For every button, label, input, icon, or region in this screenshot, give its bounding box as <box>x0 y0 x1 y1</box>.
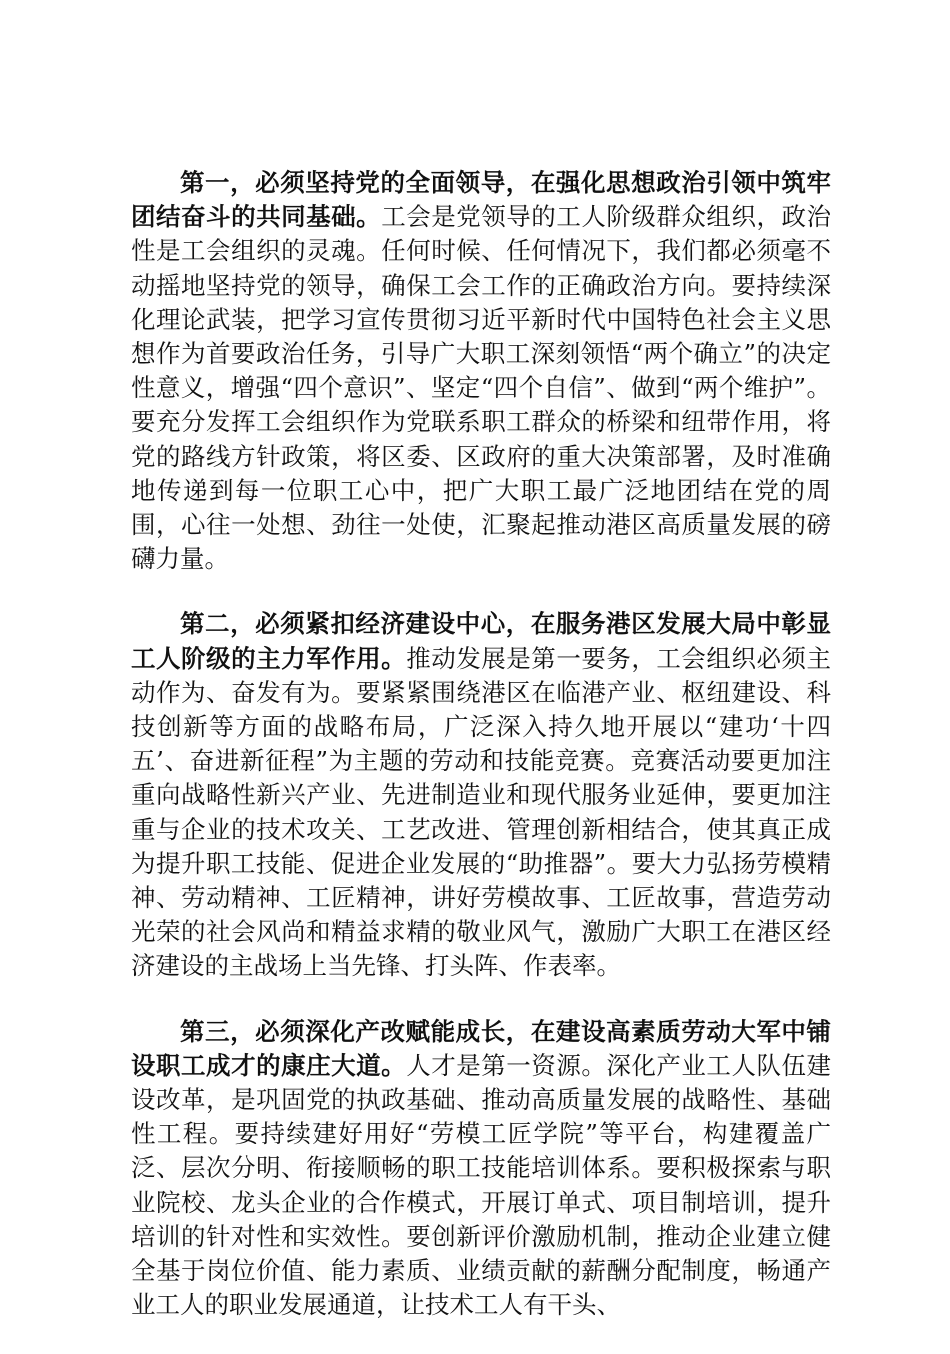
paragraph-1-lead: 第一，必须坚持党的全面领导，在强化思想政治引领中筑牢团结奋斗的共同基础。 <box>131 168 831 232</box>
paragraph-1-body: 工会是党领导的工人阶级群众组织，政治性是工会组织的灵魂。任何时候、任何情况下，我们都必须毫不动摇地坚持党的领导，确保工会工作的正确政治方向。要持续深化理论武装，把学习宣传贯彻习近平新时代中国特色社会主义思想作为首要政治任务，引导广大职工深刻领悟“两个确立”的决定性意义，增强“四个意识”、坚定“四个自信”、做到“两个维护”。要充分发挥工会组织作为党联系职工群众的桥梁和纽带作用，将党的路线方针政策，将区委、区政府的重大决策部署，及时准确地传递到每一位职工心中，把广大职工最广泛地团结在党的周围，心往一处想、劲往一处使，汇聚起推动港区高质量发展的磅礴力量。 <box>131 202 832 574</box>
paragraph-2-lead: 第二，必须紧扣经济建设中心，在服务港区发展大局中彰显工人阶级的主力军作用。 <box>131 609 831 673</box>
paragraph-3-body: 人才是第一资源。深化产业工人队伍建设改革，是巩固党的执政基础、推动高质量发展的战略性、基础性工程。要持续建好用好“劳模工匠学院”等平台，构建覆盖广泛、层次分明、衔接顺畅的职工技能培训体系。要积极探索与职业院校、龙头企业的合作模式，开展订单式、项目制培训，提升培训的针对性和实效性。要创新评价激励机制，推动企业建立健全基于岗位价值、能力素质、业绩贡献的薪酬分配制度，畅通产业工人的职业发展通道，让技术工人有干头、 <box>131 1050 831 1320</box>
paragraph-3-lead: 第三，必须深化产改赋能成长，在建设高素质劳动大军中铺设职工成才的康庄大道。 <box>131 1016 831 1080</box>
paragraph-2-body: 推动发展是第一要务，工会组织必须主动作为、奋发有为。要紧紧围绕港区在临港产业、枢纽建设、科技创新等方面的战略布局，广泛深入持久地开展以“建功‘十四五’、奋进新征程”为主题的劳动和技能竞赛。竞赛活动要更加注重向战略性新兴产业、先进制造业和现代服务业延伸，要更加注重与企业的技术攻关、工艺改进、管理创新相结合，使其真正成为提升职工技能、促进企业发展的“助推器”。要大力弘扬劳模精神、劳动精神、工匠精神，讲好劳模故事、工匠故事，营造劳动光荣的社会风尚和精益求精的敬业风气，激励广大职工在港区经济建设的主战场上当先锋、打头阵、作表率。 <box>131 643 831 981</box>
paragraph-3 <box>131 1015 831 1323</box>
document-page <box>131 166 831 1354</box>
paragraph-2 <box>131 607 831 983</box>
paragraph-1 <box>131 166 831 576</box>
